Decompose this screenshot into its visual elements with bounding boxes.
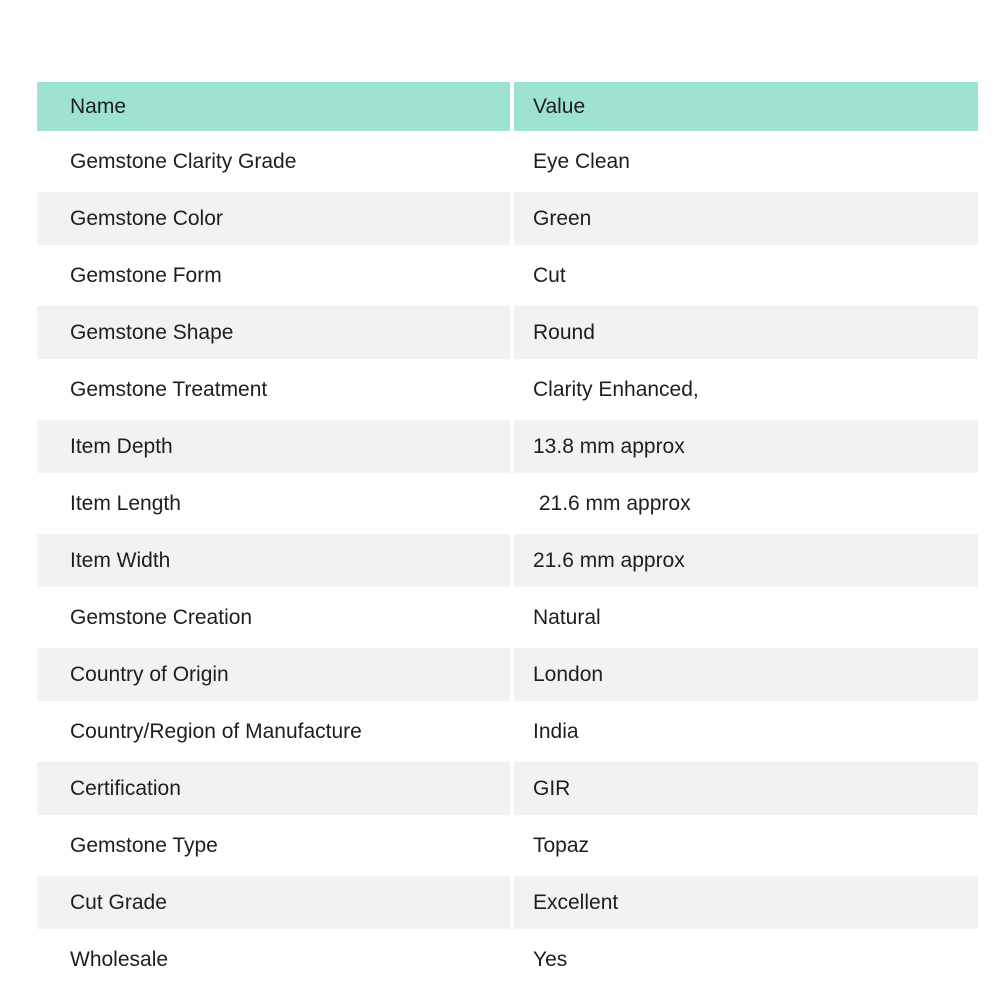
spec-value-cell: Green	[514, 192, 978, 245]
table-row	[37, 819, 978, 872]
spec-value-cell: India	[514, 705, 978, 758]
spec-value-cell: 13.8 mm approx	[514, 420, 978, 473]
spec-value-cell: 21.6 mm approx	[514, 477, 978, 530]
spec-name-cell: Gemstone Color	[37, 192, 510, 245]
spec-name-cell: Gemstone Type	[37, 819, 510, 872]
table-row	[37, 135, 978, 188]
spec-value-cell: Excellent	[514, 876, 978, 929]
spec-name-cell: Wholesale	[37, 933, 510, 986]
spec-value-cell: London	[514, 648, 978, 701]
table-row	[37, 705, 978, 758]
spec-value-cell: Natural	[514, 591, 978, 644]
spec-name-cell: Item Length	[37, 477, 510, 530]
spec-value-cell: Cut	[514, 249, 978, 302]
table-row	[37, 762, 978, 815]
table-row	[37, 534, 978, 587]
spec-value-cell: Round	[514, 306, 978, 359]
spec-value-cell: 21.6 mm approx	[514, 534, 978, 587]
spec-name-cell: Item Width	[37, 534, 510, 587]
spec-name-cell: Item Depth	[37, 420, 510, 473]
spec-name-cell: Certification	[37, 762, 510, 815]
spec-name-cell: Gemstone Shape	[37, 306, 510, 359]
table-row	[37, 249, 978, 302]
table-row	[37, 192, 978, 245]
table-row	[37, 648, 978, 701]
column-header-name: Name	[37, 82, 510, 131]
spec-value-cell: Topaz	[514, 819, 978, 872]
spec-name-cell: Gemstone Form	[37, 249, 510, 302]
table-row	[37, 306, 978, 359]
table-row	[37, 363, 978, 416]
table-row	[37, 591, 978, 644]
column-header-value: Value	[514, 82, 978, 131]
spec-name-cell: Gemstone Clarity Grade	[37, 135, 510, 188]
spec-value-cell: Clarity Enhanced,	[514, 363, 978, 416]
spec-value-cell: GIR	[514, 762, 978, 815]
spec-name-cell: Gemstone Creation	[37, 591, 510, 644]
table-row	[37, 876, 978, 929]
item-specifics-table	[33, 78, 982, 990]
spec-name-cell: Cut Grade	[37, 876, 510, 929]
header-row	[37, 82, 978, 131]
spec-value-cell: Yes	[514, 933, 978, 986]
table-row	[37, 420, 978, 473]
spec-value-cell: Eye Clean	[514, 135, 978, 188]
table-row	[37, 933, 978, 986]
spec-name-cell: Country of Origin	[37, 648, 510, 701]
spec-name-cell: Country/Region of Manufacture	[37, 705, 510, 758]
table-row	[37, 477, 978, 530]
spec-name-cell: Gemstone Treatment	[37, 363, 510, 416]
